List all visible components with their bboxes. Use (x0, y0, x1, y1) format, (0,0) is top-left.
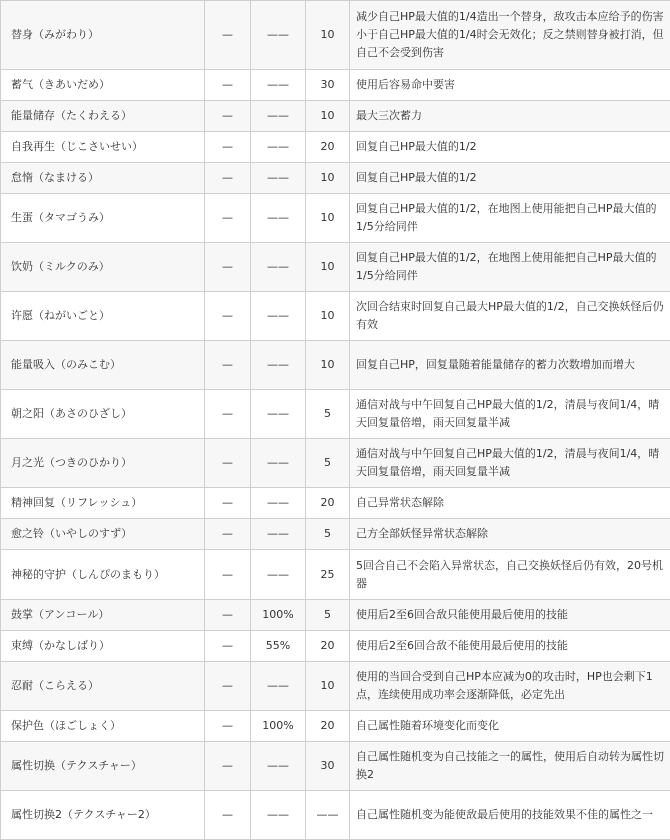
move-type-cell: — (205, 550, 251, 600)
move-effect-cell: 5回合自己不会陷入异常状态，自己交换妖怪后仍有效，20号机器 (350, 550, 670, 600)
table-row (1, 70, 670, 101)
move-effect-cell: 己方全部妖怪异常状态解除 (350, 519, 670, 550)
move-accuracy-cell: —— (251, 550, 306, 600)
move-name-cell: 能量储存（たくわえる） (1, 101, 205, 132)
move-pp-cell: 10 (306, 101, 350, 132)
move-type-cell: — (205, 390, 251, 439)
table-row (1, 550, 670, 600)
move-type-cell: — (205, 243, 251, 292)
table-row (1, 390, 670, 439)
move-effect-cell: 最大三次蓄力 (350, 101, 670, 132)
move-accuracy-cell: —— (251, 488, 306, 519)
move-type-cell: — (205, 662, 251, 711)
table-row (1, 742, 670, 791)
table-row (1, 439, 670, 488)
table-row (1, 292, 670, 341)
move-name-cell: 忍耐（こらえる） (1, 662, 205, 711)
move-effect-cell: 自己属性随机变为能使敌最后使用的技能效果不佳的属性之一 (350, 791, 670, 840)
move-type-cell: — (205, 711, 251, 742)
move-type-cell: — (205, 600, 251, 631)
move-type-cell: — (205, 132, 251, 163)
move-type-cell: — (205, 791, 251, 840)
move-type-cell: — (205, 101, 251, 132)
move-type-cell: — (205, 70, 251, 101)
move-pp-cell: 10 (306, 1, 350, 70)
move-name-cell: 许愿（ねがいごと） (1, 292, 205, 341)
move-effect-cell: 通信对战与中午回复自己HP最大值的1/2，清晨与夜间1/4，晴天回复量倍增，雨天回复量半减 (350, 439, 670, 488)
move-pp-cell: 30 (306, 742, 350, 791)
move-accuracy-cell: —— (251, 101, 306, 132)
move-effect-cell: 使用的当回合受到自己HP本应减为0的攻击时，HP也会剩下1点，连续使用成功率会逐渐降低，必定先出 (350, 662, 670, 711)
move-accuracy-cell: —— (251, 163, 306, 194)
move-type-cell: — (205, 341, 251, 390)
move-type-cell: — (205, 194, 251, 243)
move-pp-cell: 5 (306, 390, 350, 439)
move-name-cell: 束缚（かなしばり） (1, 631, 205, 662)
move-name-cell: 生蛋（タマゴうみ） (1, 194, 205, 243)
move-name-cell: 鼓掌（アンコール） (1, 600, 205, 631)
move-pp-cell: 10 (306, 292, 350, 341)
move-effect-cell: 自己属性随机变为自己技能之一的属性，使用后自动转为属性切换2 (350, 742, 670, 791)
move-accuracy-cell: 55% (251, 631, 306, 662)
move-effect-cell: 自己属性随着环境变化而变化 (350, 711, 670, 742)
move-type-cell: — (205, 1, 251, 70)
move-pp-cell: 25 (306, 550, 350, 600)
move-pp-cell: 20 (306, 711, 350, 742)
move-pp-cell: 5 (306, 600, 350, 631)
move-effect-cell: 回复自己HP最大值的1/2 (350, 132, 670, 163)
move-accuracy-cell: 100% (251, 711, 306, 742)
move-effect-cell: 自己异常状态解除 (350, 488, 670, 519)
move-accuracy-cell: —— (251, 791, 306, 840)
move-pp-cell: 5 (306, 439, 350, 488)
move-name-cell: 保护色（ほごしょく） (1, 711, 205, 742)
move-effect-cell: 次回合结束时回复自己最大HP最大值的1/2，自己交换妖怪后仍有效 (350, 292, 670, 341)
table-row (1, 194, 670, 243)
move-pp-cell: 30 (306, 70, 350, 101)
table-row (1, 243, 670, 292)
move-pp-cell: 10 (306, 662, 350, 711)
move-type-cell: — (205, 439, 251, 488)
move-accuracy-cell: —— (251, 341, 306, 390)
move-accuracy-cell: —— (251, 1, 306, 70)
move-pp-cell: 10 (306, 163, 350, 194)
move-name-cell: 能量吸入（のみこむ） (1, 341, 205, 390)
move-effect-cell: 减少自己HP最大值的1/4造出一个替身，敌攻击本应给予的伤害小于自己HP最大值的1/4时会无效化；反之禁则替身被打消，但自己不会受到伤害 (350, 1, 670, 70)
move-name-cell: 饮奶（ミルクのみ） (1, 243, 205, 292)
move-effect-cell: 回复自己HP最大值的1/2 (350, 163, 670, 194)
move-effect-cell: 回复自己HP最大值的1/2，在地图上使用能把自己HP最大值的1/5分给同伴 (350, 243, 670, 292)
move-accuracy-cell: —— (251, 439, 306, 488)
move-type-cell: — (205, 292, 251, 341)
move-pp-cell: —— (306, 791, 350, 840)
move-table-body (1, 1, 670, 840)
move-accuracy-cell: —— (251, 390, 306, 439)
move-name-cell: 替身（みがわり） (1, 1, 205, 70)
move-accuracy-cell: —— (251, 70, 306, 101)
table-row (1, 519, 670, 550)
move-accuracy-cell: —— (251, 132, 306, 163)
move-effect-cell: 回复自己HP最大值的1/2，在地图上使用能把自己HP最大值的1/5分给同伴 (350, 194, 670, 243)
move-type-cell: — (205, 488, 251, 519)
move-accuracy-cell: 100% (251, 600, 306, 631)
move-pp-cell: 10 (306, 243, 350, 292)
table-row (1, 791, 670, 840)
move-effect-cell: 通信对战与中午回复自己HP最大值的1/2，清晨与夜间1/4，晴天回复量倍增，雨天回复量半减 (350, 390, 670, 439)
table-row (1, 488, 670, 519)
move-accuracy-cell: —— (251, 662, 306, 711)
table-row (1, 163, 670, 194)
move-name-cell: 蓄气（きあいだめ） (1, 70, 205, 101)
move-accuracy-cell: —— (251, 742, 306, 791)
move-name-cell: 神秘的守护（しんぴのまもり） (1, 550, 205, 600)
move-name-cell: 月之光（つきのひかり） (1, 439, 205, 488)
move-pp-cell: 20 (306, 132, 350, 163)
move-pp-cell: 10 (306, 341, 350, 390)
move-name-cell: 属性切换2（テクスチャー2） (1, 791, 205, 840)
move-name-cell: 愈之铃（いやしのすず） (1, 519, 205, 550)
move-name-cell: 属性切换（テクスチャー） (1, 742, 205, 791)
move-pp-cell: 10 (306, 194, 350, 243)
move-accuracy-cell: —— (251, 243, 306, 292)
move-effect-cell: 使用后2至6回合敌不能使用最后使用的技能 (350, 631, 670, 662)
move-accuracy-cell: —— (251, 194, 306, 243)
table-row (1, 662, 670, 711)
move-pp-cell: 20 (306, 631, 350, 662)
move-name-cell: 朝之阳（あさのひざし） (1, 390, 205, 439)
move-effect-cell: 使用后2至6回合敌只能使用最后使用的技能 (350, 600, 670, 631)
table-row (1, 631, 670, 662)
table-row (1, 1, 670, 70)
move-pp-cell: 5 (306, 519, 350, 550)
table-row (1, 132, 670, 163)
move-type-cell: — (205, 519, 251, 550)
move-name-cell: 怠惰（なまける） (1, 163, 205, 194)
table-row (1, 101, 670, 132)
move-name-cell: 精神回复（リフレッシュ） (1, 488, 205, 519)
move-accuracy-cell: —— (251, 519, 306, 550)
move-pp-cell: 20 (306, 488, 350, 519)
table-row (1, 341, 670, 390)
move-type-cell: — (205, 742, 251, 791)
move-effect-cell: 使用后容易命中要害 (350, 70, 670, 101)
move-type-cell: — (205, 163, 251, 194)
move-type-cell: — (205, 631, 251, 662)
move-name-cell: 自我再生（じこさいせい） (1, 132, 205, 163)
table-row (1, 711, 670, 742)
move-effect-cell: 回复自己HP，回复量随着能量储存的蓄力次数增加而增大 (350, 341, 670, 390)
move-accuracy-cell: —— (251, 292, 306, 341)
table-row (1, 600, 670, 631)
